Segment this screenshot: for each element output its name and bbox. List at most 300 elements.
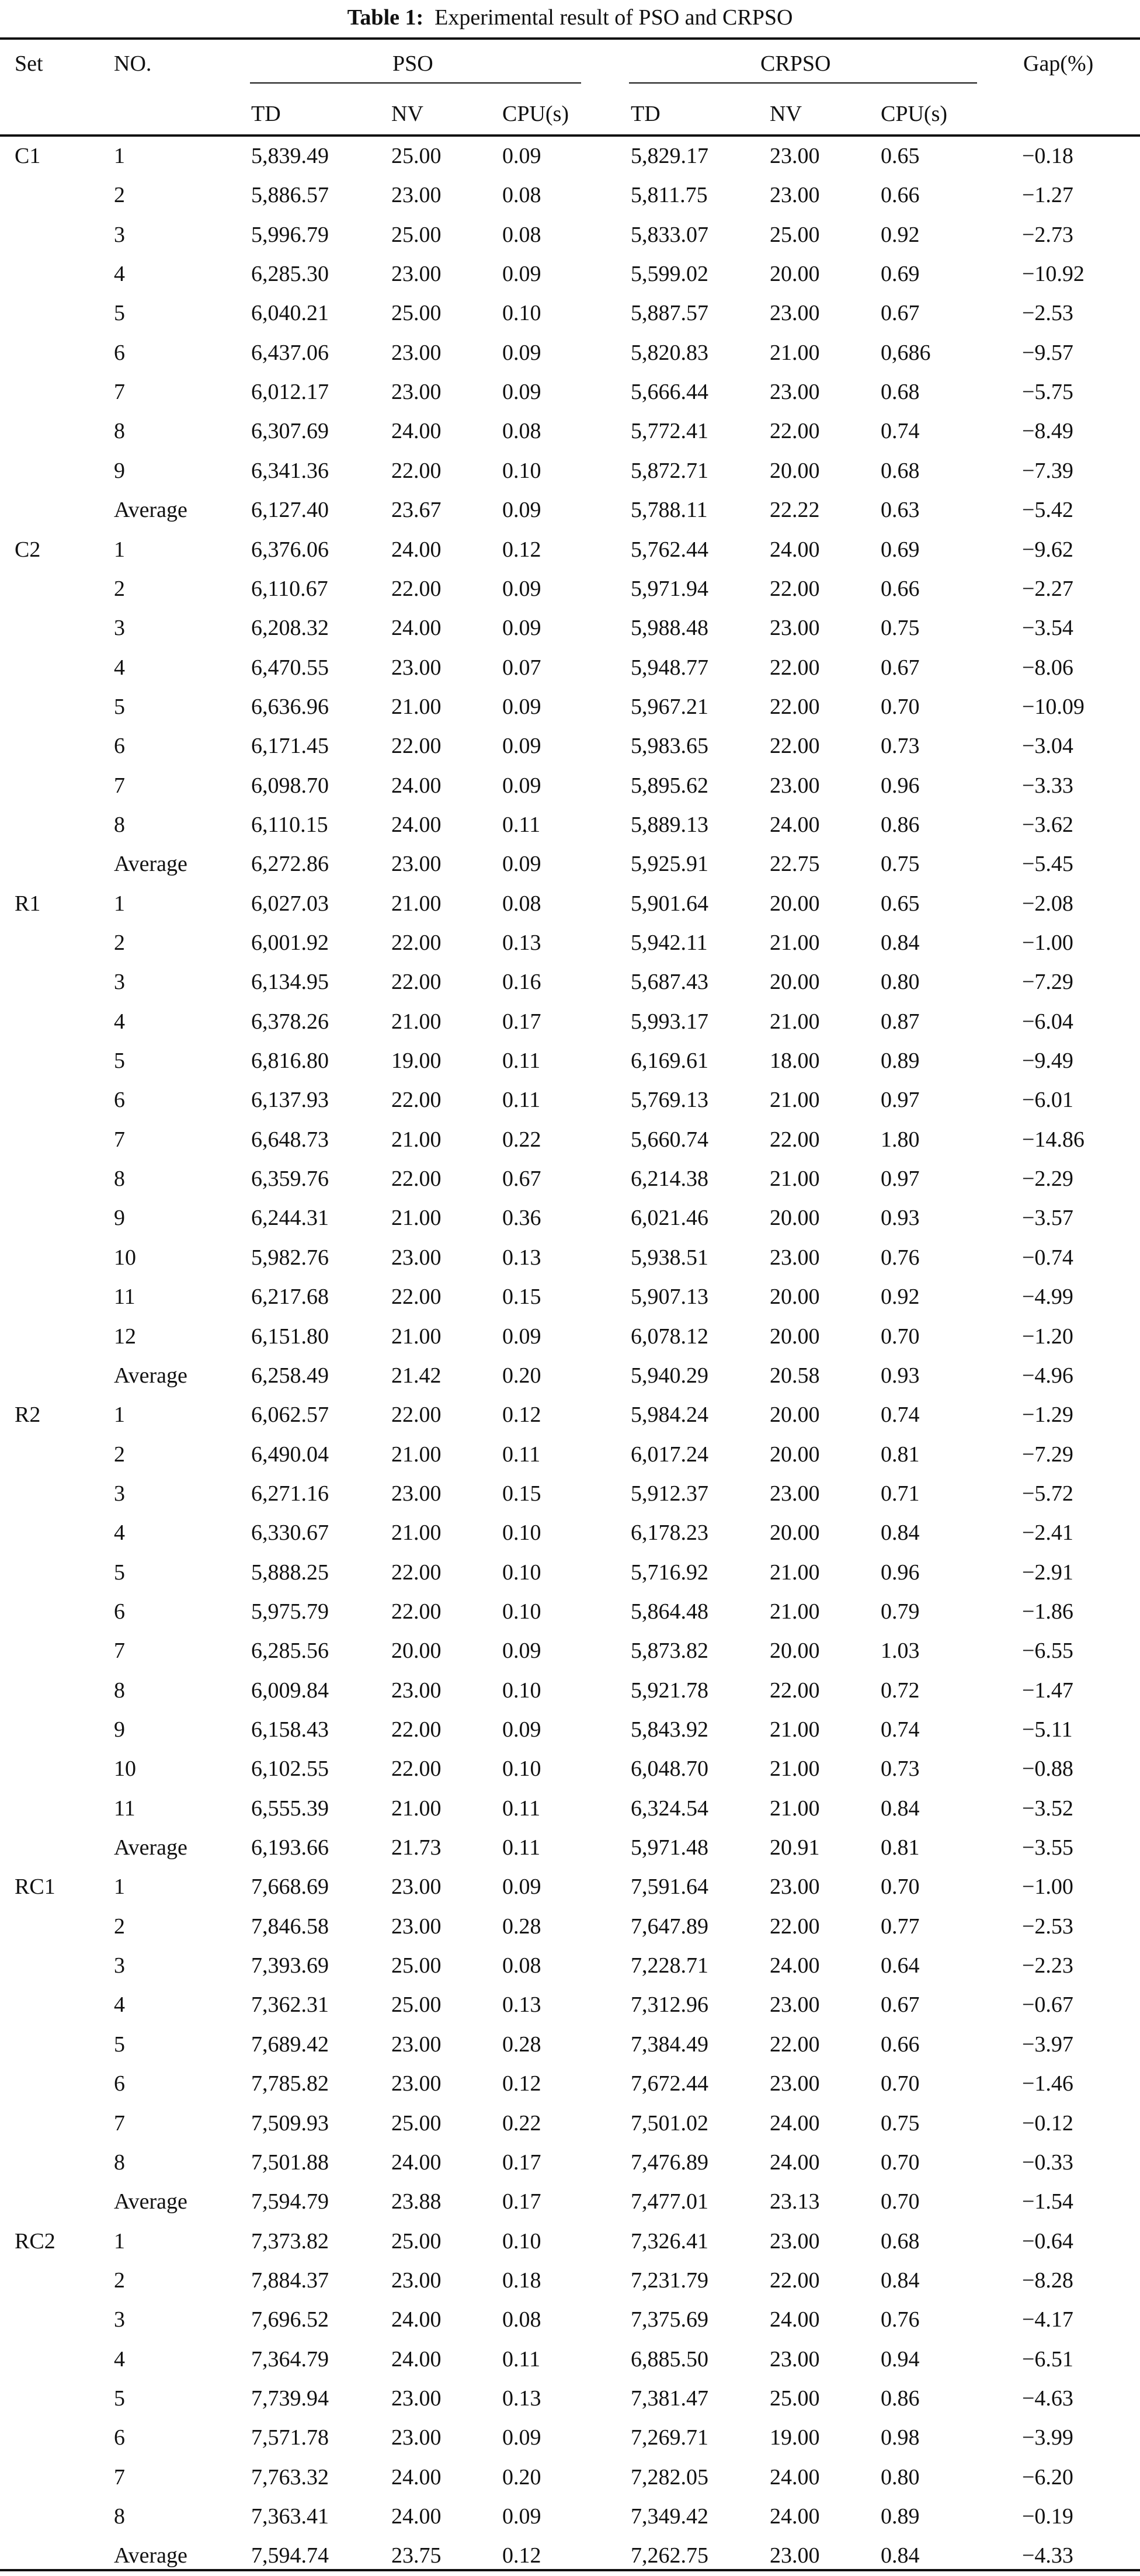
pso-nv-cell: 21.00 [391, 1442, 442, 1467]
gap-cell: −14.86 [1022, 1127, 1085, 1152]
table-top-rule [0, 37, 1140, 40]
table-row [0, 1592, 1140, 1631]
pso-cpu-cell: 0.11 [502, 1835, 541, 1860]
crpso-cpu-cell: 0.96 [881, 773, 920, 798]
table-row [0, 2182, 1140, 2221]
pso-td-cell: 7,763.32 [251, 2464, 329, 2490]
no-cell: 7 [114, 2464, 125, 2490]
gap-cell: −5.75 [1022, 380, 1073, 405]
table-row [0, 1631, 1140, 1671]
no-cell: 2 [114, 1914, 125, 1939]
no-cell: Average [114, 2543, 187, 2568]
pso-nv-cell: 21.00 [391, 1206, 442, 1231]
header-pso-nv: NV [391, 102, 423, 126]
pso-nv-cell: 22.00 [391, 1167, 442, 1192]
gap-cell: −2.73 [1022, 222, 1073, 247]
gap-cell: −3.97 [1022, 2032, 1073, 2057]
pso-td-cell: 7,571.78 [251, 2425, 329, 2450]
gap-cell: −2.53 [1022, 301, 1073, 326]
pso-nv-cell: 24.00 [391, 537, 442, 562]
no-cell: 7 [114, 1127, 125, 1152]
crpso-cpu-cell: 0.66 [881, 576, 920, 601]
table-row [0, 2222, 1140, 2261]
table-row [0, 1946, 1140, 1985]
pso-td-cell: 6,151.80 [251, 1324, 329, 1349]
crpso-td-cell: 6,885.50 [631, 2346, 708, 2372]
crpso-td-cell: 5,921.78 [631, 1678, 708, 1703]
table-row [0, 334, 1140, 373]
pso-nv-cell: 22.00 [391, 1402, 442, 1428]
header-crpso-nv: NV [770, 102, 802, 126]
crpso-td-cell: 7,282.05 [631, 2464, 708, 2490]
no-cell: 8 [114, 1167, 125, 1192]
pso-cpu-cell: 0.15 [502, 1284, 541, 1310]
pso-nv-cell: 23.00 [391, 2268, 442, 2293]
crpso-nv-cell: 20.00 [770, 1284, 820, 1310]
gap-cell: −3.52 [1022, 1796, 1073, 1821]
crpso-cpu-cell: 0.68 [881, 380, 920, 405]
crpso-cpu-cell: 0.74 [881, 1717, 920, 1742]
pso-td-cell: 6,272.86 [251, 852, 329, 877]
gap-cell: −1.29 [1022, 1402, 1073, 1428]
table-row [0, 1356, 1140, 1395]
no-cell: 5 [114, 1049, 125, 1074]
pso-td-cell: 6,040.21 [251, 301, 329, 326]
gap-cell: −4.33 [1022, 2543, 1073, 2568]
crpso-cpu-cell: 0.70 [881, 694, 920, 719]
crpso-cpu-cell: 0.70 [881, 2150, 920, 2175]
pso-td-cell: 7,362.31 [251, 1992, 329, 2018]
pso-nv-cell: 22.00 [391, 458, 442, 483]
crpso-nv-cell: 22.00 [770, 2268, 820, 2293]
crpso-nv-cell: 23.00 [770, 380, 820, 405]
crpso-nv-cell: 20.00 [770, 262, 820, 287]
crpso-cpu-cell: 0.80 [881, 970, 920, 995]
pso-cpu-cell: 0.09 [502, 262, 541, 287]
pso-cpu-cell: 0.22 [502, 1127, 541, 1152]
pso-td-cell: 6,208.32 [251, 616, 329, 641]
crpso-cpu-cell: 0.86 [881, 812, 920, 837]
header-no: NO. [114, 51, 152, 76]
crpso-nv-cell: 23.00 [770, 616, 820, 641]
pso-cpu-cell: 0.09 [502, 2425, 541, 2450]
no-cell: 6 [114, 1088, 125, 1113]
gap-cell: −8.28 [1022, 2268, 1073, 2293]
crpso-nv-cell: 22.00 [770, 1914, 820, 1939]
crpso-td-cell: 5,942.11 [631, 931, 708, 955]
table-row [0, 1710, 1140, 1749]
table-row [0, 137, 1140, 176]
pso-nv-cell: 25.00 [391, 2110, 442, 2136]
crpso-cpu-cell: 0.76 [881, 2307, 920, 2332]
gap-cell: −0.18 [1022, 144, 1073, 168]
crpso-nv-cell: 20.00 [770, 1638, 820, 1664]
pso-nv-cell: 23.67 [391, 498, 442, 523]
pso-cpu-cell: 0.12 [502, 2543, 541, 2568]
crpso-nv-cell: 21.00 [770, 1088, 820, 1113]
crpso-nv-cell: 21.00 [770, 1560, 820, 1585]
no-cell: 8 [114, 812, 125, 837]
crpso-cpu-cell: 0.84 [881, 1796, 920, 1821]
crpso-cpu-cell: 0.81 [881, 1835, 920, 1860]
crpso-cpu-cell: 0.93 [881, 1363, 920, 1388]
pso-td-cell: 6,110.15 [251, 812, 328, 837]
crpso-td-cell: 7,476.89 [631, 2150, 708, 2175]
crpso-cpu-cell: 0.76 [881, 1245, 920, 1270]
table-bottom-rule [0, 2569, 1140, 2571]
gap-cell: −2.27 [1022, 576, 1073, 601]
crpso-nv-cell: 21.00 [770, 931, 820, 955]
no-cell: 5 [114, 2032, 125, 2057]
pso-nv-cell: 23.88 [391, 2189, 442, 2214]
pso-nv-cell: 22.00 [391, 931, 442, 955]
no-cell: 3 [114, 1481, 125, 1506]
crpso-nv-cell: 22.00 [770, 694, 820, 719]
crpso-nv-cell: 20.00 [770, 1206, 820, 1231]
table-row [0, 963, 1140, 1002]
set-cell: R1 [15, 891, 41, 916]
crpso-td-cell: 7,672.44 [631, 2071, 708, 2096]
crpso-cpu-cell: 0.73 [881, 734, 920, 759]
pso-td-cell: 7,501.88 [251, 2150, 329, 2175]
pso-nv-cell: 22.00 [391, 1717, 442, 1742]
pso-nv-cell: 23.00 [391, 1481, 442, 1506]
gap-cell: −0.67 [1022, 1992, 1073, 2018]
pso-td-cell: 7,594.74 [251, 2543, 329, 2568]
table-row [0, 1041, 1140, 1081]
pso-cpu-cell: 0.09 [502, 773, 541, 798]
gap-cell: −10.09 [1022, 694, 1085, 719]
pso-td-cell: 7,594.79 [251, 2189, 329, 2214]
pso-nv-cell: 23.00 [391, 2032, 442, 2057]
table-row [0, 1474, 1140, 1513]
pso-td-cell: 7,884.37 [251, 2268, 329, 2293]
crpso-td-cell: 5,983.65 [631, 734, 708, 759]
crpso-td-cell: 5,940.29 [631, 1363, 708, 1388]
pso-group-rule [250, 82, 581, 84]
crpso-td-cell: 7,501.02 [631, 2110, 708, 2136]
gap-cell: −1.00 [1022, 1874, 1073, 1900]
crpso-nv-cell: 24.00 [770, 2504, 820, 2529]
crpso-td-cell: 5,833.07 [631, 222, 708, 247]
pso-td-cell: 6,271.16 [251, 1481, 329, 1506]
pso-cpu-cell: 0.28 [502, 1914, 541, 1939]
no-cell: 2 [114, 931, 125, 955]
gap-cell: −5.42 [1022, 498, 1073, 523]
gap-cell: −1.27 [1022, 183, 1073, 208]
pso-nv-cell: 23.00 [391, 1914, 442, 1939]
table-row [0, 491, 1140, 530]
crpso-td-cell: 6,017.24 [631, 1442, 708, 1467]
pso-nv-cell: 23.00 [391, 1245, 442, 1270]
gap-cell: −4.99 [1022, 1284, 1073, 1310]
crpso-td-cell: 5,988.48 [631, 616, 708, 641]
pso-cpu-cell: 0.10 [502, 1520, 541, 1546]
crpso-cpu-cell: 0.84 [881, 931, 920, 955]
pso-td-cell: 6,285.30 [251, 262, 329, 287]
pso-cpu-cell: 0.20 [502, 1363, 541, 1388]
no-cell: 4 [114, 1009, 125, 1034]
pso-td-cell: 6,437.06 [251, 340, 329, 365]
crpso-nv-cell: 23.00 [770, 183, 820, 208]
crpso-cpu-cell: 0.89 [881, 2504, 920, 2529]
pso-nv-cell: 21.00 [391, 1520, 442, 1546]
pso-nv-cell: 22.00 [391, 970, 442, 995]
pso-cpu-cell: 0.11 [502, 1088, 541, 1113]
crpso-cpu-cell: 0.79 [881, 1599, 920, 1624]
crpso-nv-cell: 23.00 [770, 301, 820, 326]
pso-td-cell: 6,470.55 [251, 655, 329, 680]
crpso-nv-cell: 24.00 [770, 2464, 820, 2490]
no-cell: 5 [114, 694, 125, 719]
gap-cell: −7.29 [1022, 970, 1073, 995]
gap-cell: −6.51 [1022, 2346, 1073, 2372]
pso-cpu-cell: 0.09 [502, 1874, 541, 1900]
pso-td-cell: 6,127.40 [251, 498, 329, 523]
crpso-nv-cell: 18.00 [770, 1049, 820, 1074]
gap-cell: −7.29 [1022, 1442, 1073, 1467]
table-row [0, 1828, 1140, 1867]
pso-nv-cell: 23.00 [391, 380, 442, 405]
crpso-td-cell: 5,971.94 [631, 576, 708, 601]
gap-cell: −8.49 [1022, 419, 1073, 444]
gap-cell: −4.96 [1022, 1363, 1073, 1388]
table-row [0, 766, 1140, 806]
pso-td-cell: 6,062.57 [251, 1402, 329, 1428]
pso-nv-cell: 23.00 [391, 2425, 442, 2450]
gap-cell: −6.20 [1022, 2464, 1073, 2490]
crpso-nv-cell: 21.00 [770, 1796, 820, 1821]
crpso-nv-cell: 22.00 [770, 655, 820, 680]
pso-td-cell: 7,739.94 [251, 2386, 329, 2411]
crpso-cpu-cell: 0.87 [881, 1009, 920, 1034]
no-cell: 1 [114, 2228, 125, 2254]
crpso-nv-cell: 21.00 [770, 1009, 820, 1034]
crpso-td-cell: 7,647.89 [631, 1914, 708, 1939]
pso-nv-cell: 23.00 [391, 1874, 442, 1900]
crpso-cpu-cell: 0.65 [881, 891, 920, 916]
crpso-nv-cell: 23.00 [770, 1245, 820, 1270]
pso-td-cell: 6,137.93 [251, 1088, 329, 1113]
no-cell: 4 [114, 2346, 125, 2372]
crpso-nv-cell: 23.00 [770, 1481, 820, 1506]
crpso-td-cell: 7,262.75 [631, 2543, 708, 2568]
crpso-cpu-cell: 0.84 [881, 2543, 920, 2568]
pso-td-cell: 6,012.17 [251, 380, 329, 405]
pso-cpu-cell: 0.17 [502, 2150, 541, 2175]
pso-cpu-cell: 0.09 [502, 616, 541, 641]
header-gap: Gap(%) [1023, 51, 1094, 76]
gap-cell: −3.54 [1022, 616, 1073, 641]
table-caption [0, 0, 1140, 35]
pso-cpu-cell: 0.17 [502, 2189, 541, 2214]
pso-td-cell: 6,490.04 [251, 1442, 329, 1467]
table-row [0, 1749, 1140, 1789]
table-row [0, 2104, 1140, 2143]
pso-td-cell: 7,785.82 [251, 2071, 329, 2096]
gap-cell: −0.64 [1022, 2228, 1073, 2254]
pso-td-cell: 6,171.45 [251, 734, 329, 759]
pso-td-cell: 5,975.79 [251, 1599, 329, 1624]
no-cell: Average [114, 2189, 187, 2214]
table-row [0, 2025, 1140, 2064]
pso-td-cell: 7,373.82 [251, 2228, 329, 2254]
crpso-td-cell: 5,907.13 [631, 1284, 708, 1310]
gap-cell: −0.33 [1022, 2150, 1073, 2175]
crpso-nv-cell: 20.91 [770, 1835, 820, 1860]
pso-nv-cell: 23.00 [391, 2071, 442, 2096]
pso-td-cell: 6,193.66 [251, 1835, 329, 1860]
crpso-cpu-cell: 0.74 [881, 419, 920, 444]
no-cell: 8 [114, 1678, 125, 1703]
no-cell: 4 [114, 1520, 125, 1546]
table-row [0, 2458, 1140, 2497]
crpso-group-rule [629, 82, 977, 84]
pso-cpu-cell: 0.09 [502, 1638, 541, 1664]
table-row [0, 609, 1140, 648]
pso-nv-cell: 21.73 [391, 1835, 442, 1860]
crpso-nv-cell: 21.00 [770, 340, 820, 365]
crpso-nv-cell: 21.00 [770, 1167, 820, 1192]
no-cell: 2 [114, 576, 125, 601]
pso-td-cell: 7,363.41 [251, 2504, 329, 2529]
crpso-td-cell: 5,829.17 [631, 144, 708, 168]
crpso-td-cell: 5,666.44 [631, 380, 708, 405]
table-row [0, 1789, 1140, 1828]
gap-cell: −9.57 [1022, 340, 1073, 365]
pso-td-cell: 6,001.92 [251, 931, 329, 955]
pso-td-cell: 6,636.96 [251, 694, 329, 719]
crpso-nv-cell: 24.00 [770, 537, 820, 562]
pso-nv-cell: 22.00 [391, 576, 442, 601]
gap-cell: −1.46 [1022, 2071, 1073, 2096]
gap-cell: −2.41 [1022, 1520, 1073, 1546]
gap-cell: −4.63 [1022, 2386, 1073, 2411]
table-row [0, 2340, 1140, 2379]
gap-cell: −10.92 [1022, 262, 1085, 287]
pso-nv-cell: 21.42 [391, 1363, 442, 1388]
crpso-cpu-cell: 0.96 [881, 1560, 920, 1585]
crpso-td-cell: 5,925.91 [631, 852, 708, 877]
gap-cell: −6.04 [1022, 1009, 1073, 1034]
crpso-td-cell: 7,231.79 [631, 2268, 708, 2293]
gap-cell: −1.47 [1022, 1678, 1073, 1703]
no-cell: 12 [114, 1324, 136, 1349]
crpso-cpu-cell: 0.72 [881, 1678, 920, 1703]
crpso-nv-cell: 24.00 [770, 1953, 820, 1978]
table-row [0, 294, 1140, 333]
crpso-cpu-cell: 0.68 [881, 458, 920, 483]
crpso-td-cell: 5,769.13 [631, 1088, 708, 1113]
crpso-cpu-cell: 0.65 [881, 144, 920, 168]
table-row [0, 806, 1140, 845]
crpso-td-cell: 5,948.77 [631, 655, 708, 680]
crpso-cpu-cell: 0.84 [881, 2268, 920, 2293]
pso-cpu-cell: 0.13 [502, 1245, 541, 1270]
table-row [0, 2379, 1140, 2418]
no-cell: Average [114, 852, 187, 877]
pso-td-cell: 7,689.42 [251, 2032, 329, 2057]
table-row [0, 2143, 1140, 2182]
no-cell: 4 [114, 262, 125, 287]
crpso-td-cell: 5,864.48 [631, 1599, 708, 1624]
gap-cell: −5.72 [1022, 1481, 1073, 1506]
pso-nv-cell: 21.00 [391, 694, 442, 719]
pso-nv-cell: 22.00 [391, 1756, 442, 1782]
pso-td-cell: 6,134.95 [251, 970, 329, 995]
crpso-cpu-cell: 0.89 [881, 1049, 920, 1074]
crpso-cpu-cell: 0.67 [881, 301, 920, 326]
pso-td-cell: 6,009.84 [251, 1678, 329, 1703]
gap-cell: −0.74 [1022, 1245, 1073, 1270]
table-row [0, 1317, 1140, 1356]
pso-td-cell: 6,359.76 [251, 1167, 329, 1192]
header-crpso-cpu: CPU(s) [881, 102, 948, 126]
pso-td-cell: 6,816.80 [251, 1049, 329, 1074]
table-row [0, 373, 1140, 412]
gap-cell: −3.57 [1022, 1206, 1073, 1231]
pso-cpu-cell: 0.09 [502, 144, 541, 168]
gap-cell: −9.49 [1022, 1049, 1073, 1074]
gap-cell: −2.08 [1022, 891, 1073, 916]
crpso-td-cell: 6,214.38 [631, 1167, 708, 1192]
pso-nv-cell: 23.00 [391, 340, 442, 365]
crpso-cpu-cell: 0.70 [881, 2071, 920, 2096]
table-row [0, 570, 1140, 609]
pso-cpu-cell: 0.08 [502, 222, 541, 247]
gap-cell: −2.23 [1022, 1953, 1073, 1978]
crpso-cpu-cell: 0.74 [881, 1402, 920, 1428]
set-cell: R2 [15, 1402, 41, 1428]
set-cell: RC1 [15, 1874, 55, 1900]
crpso-cpu-cell: 0.93 [881, 1206, 920, 1231]
pso-cpu-cell: 0.09 [502, 340, 541, 365]
table-row [0, 412, 1140, 451]
crpso-nv-cell: 21.00 [770, 1599, 820, 1624]
pso-cpu-cell: 0.10 [502, 1560, 541, 1585]
pso-td-cell: 6,110.67 [251, 576, 328, 601]
pso-cpu-cell: 0.10 [502, 458, 541, 483]
crpso-td-cell: 5,772.41 [631, 419, 708, 444]
crpso-td-cell: 5,912.37 [631, 1481, 708, 1506]
crpso-td-cell: 5,938.51 [631, 1245, 708, 1270]
crpso-td-cell: 7,228.71 [631, 1953, 708, 1978]
table-row [0, 924, 1140, 963]
crpso-cpu-cell: 0.68 [881, 2228, 920, 2254]
crpso-cpu-cell: 0.97 [881, 1167, 920, 1192]
crpso-nv-cell: 22.00 [770, 734, 820, 759]
crpso-cpu-cell: 0.86 [881, 2386, 920, 2411]
crpso-nv-cell: 22.00 [770, 1678, 820, 1703]
pso-cpu-cell: 0.11 [502, 2346, 541, 2372]
no-cell: 8 [114, 2150, 125, 2175]
gap-cell: −1.00 [1022, 931, 1073, 955]
crpso-cpu-cell: 0.98 [881, 2425, 920, 2450]
crpso-td-cell: 5,984.24 [631, 1402, 708, 1428]
table-row [0, 1435, 1140, 1474]
no-cell: 6 [114, 2071, 125, 2096]
pso-cpu-cell: 0.08 [502, 2307, 541, 2332]
crpso-nv-cell: 20.58 [770, 1363, 820, 1388]
no-cell: 1 [114, 1402, 125, 1428]
pso-td-cell: 6,285.56 [251, 1638, 329, 1664]
gap-cell: −4.17 [1022, 2307, 1073, 2332]
crpso-cpu-cell: 1.80 [881, 1127, 920, 1152]
set-cell: C2 [15, 537, 41, 562]
crpso-nv-cell: 23.00 [770, 1992, 820, 2018]
crpso-nv-cell: 23.00 [770, 773, 820, 798]
crpso-nv-cell: 20.00 [770, 1520, 820, 1546]
